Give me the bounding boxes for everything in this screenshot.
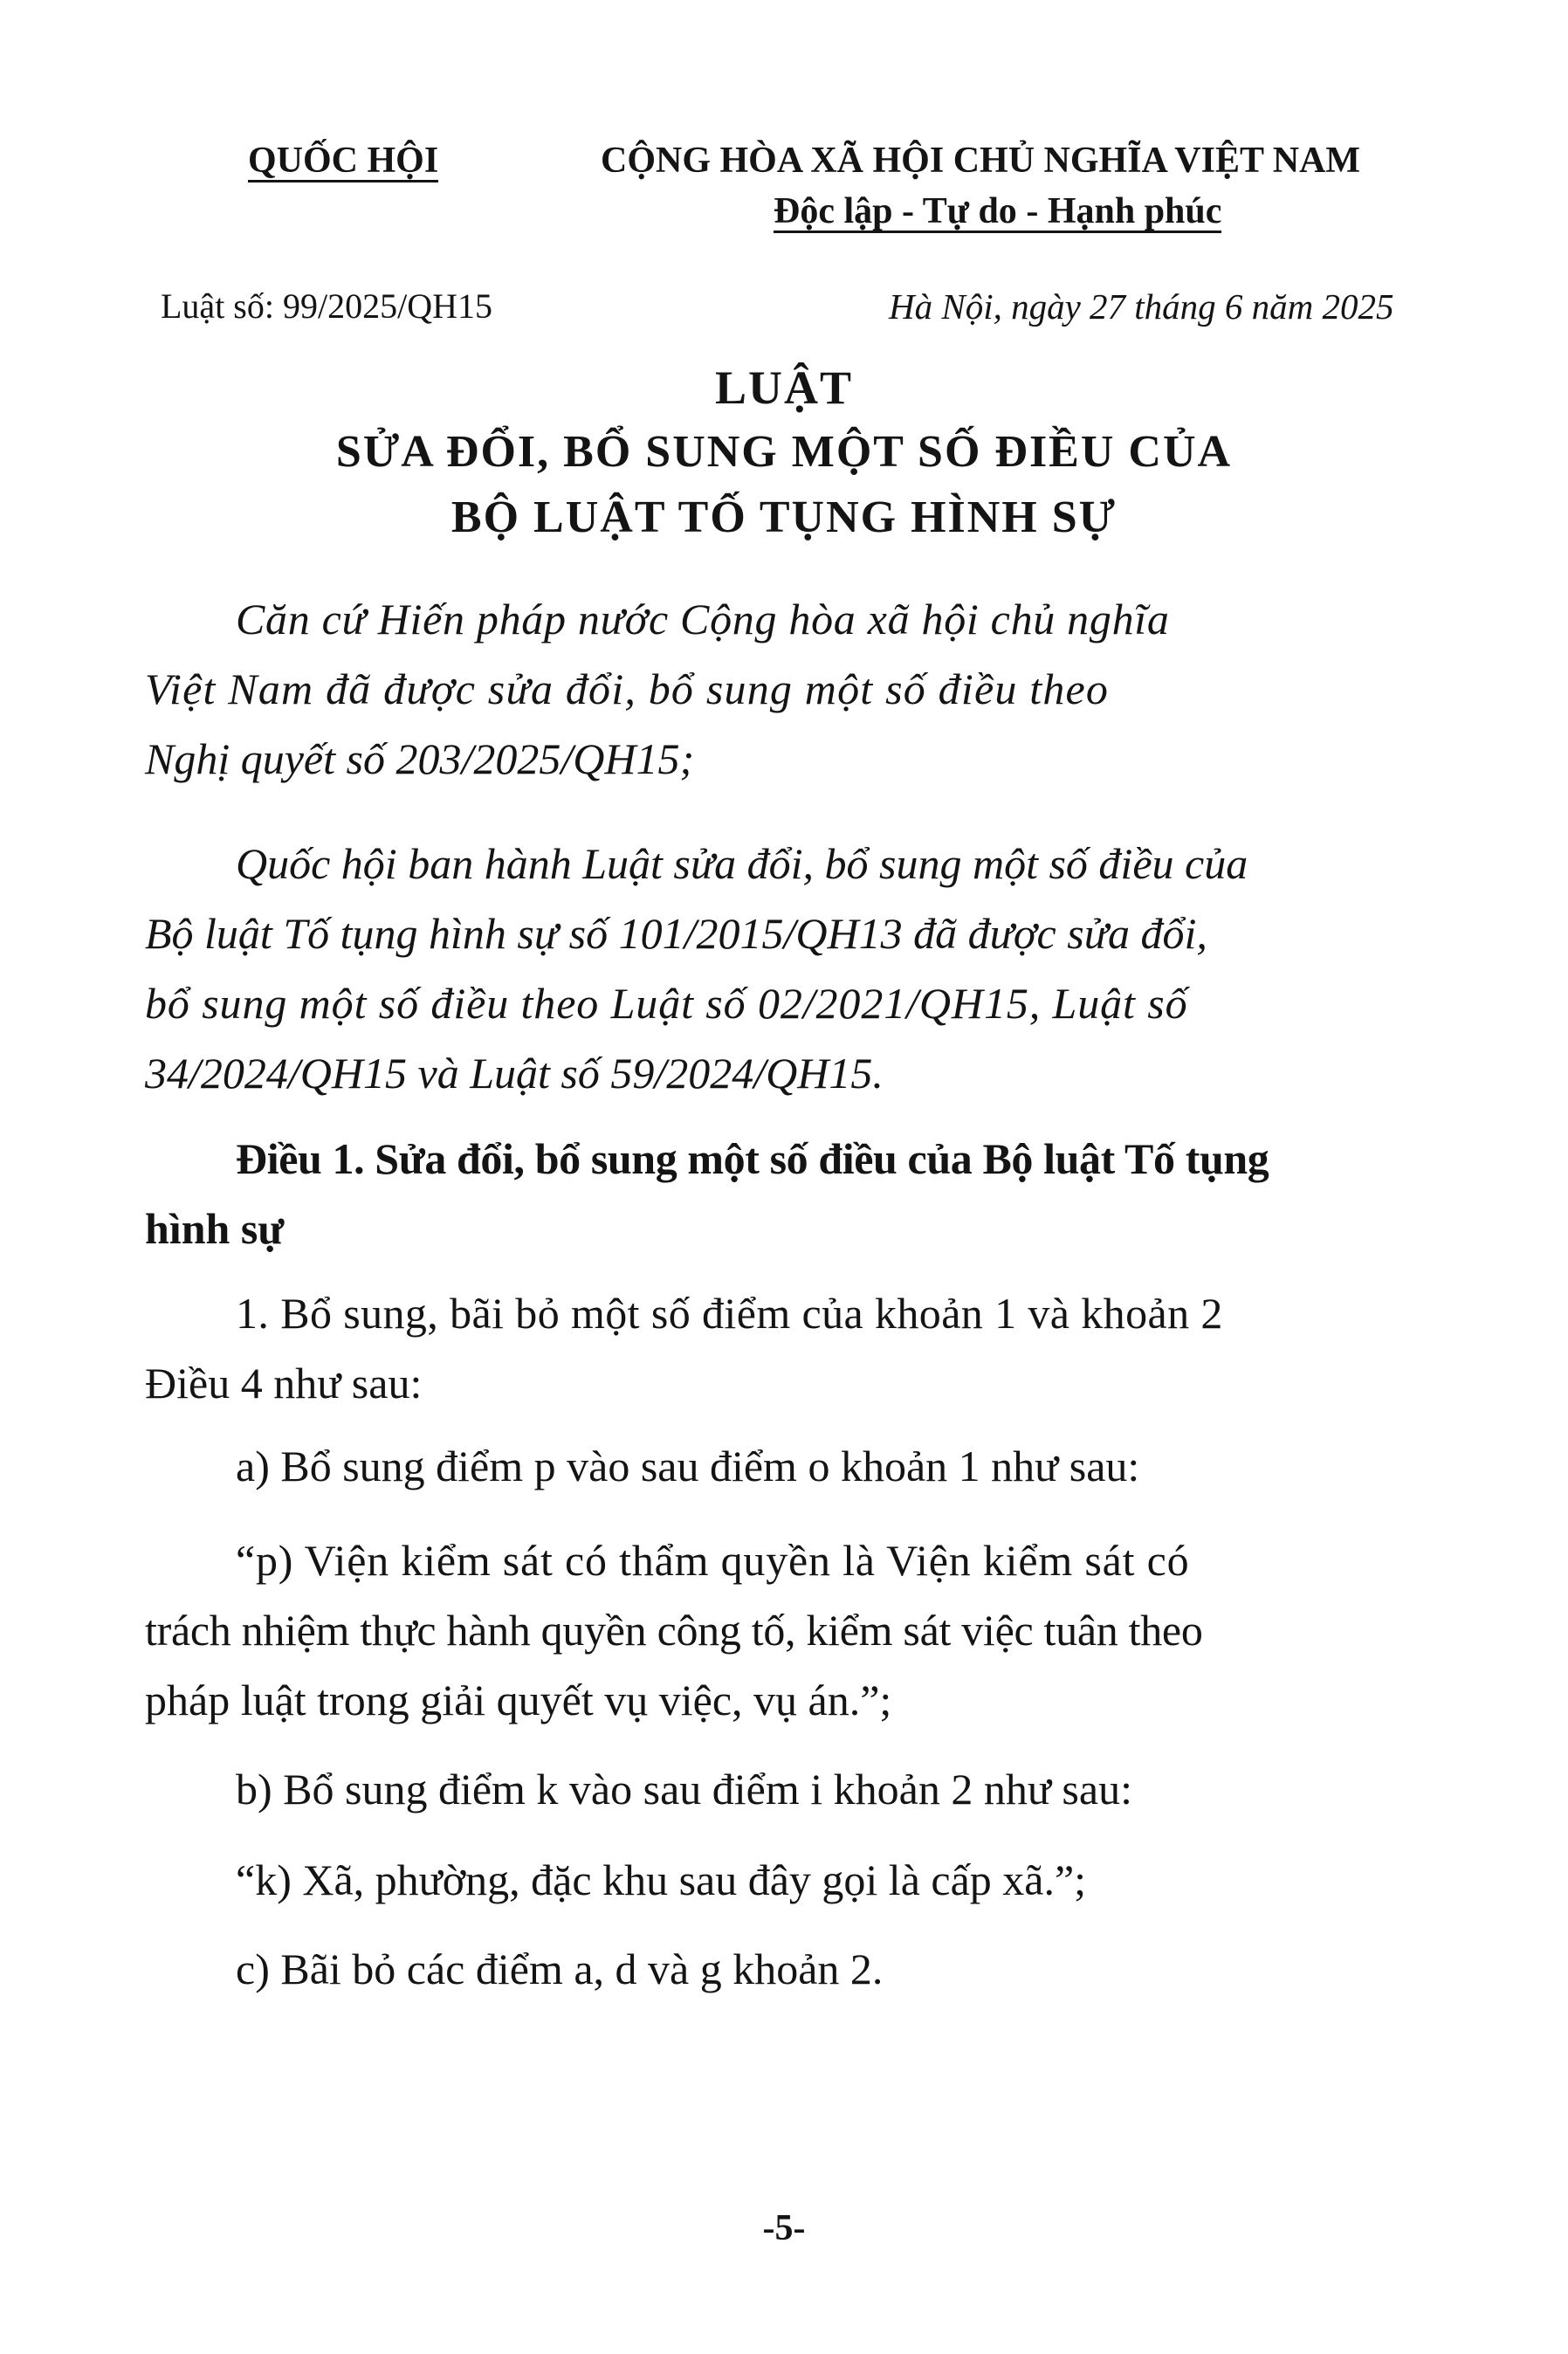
clause-line: 1. Bổ sung, bãi bỏ một số điểm của khoản 1 và khoản 2 — [236, 1289, 1223, 1338]
quoted-provision: “p) Viện kiểm sát có thẩm quyền là Viện kiểm sát có — [236, 1536, 1190, 1585]
quoted-provision: pháp luật trong giải quyết vụ việc, vụ án.”; — [145, 1676, 892, 1724]
place-date: Hà Nội, ngày 27 tháng 6 năm 2025 — [889, 286, 1394, 327]
preamble-line: Căn cứ Hiến pháp nước Cộng hòa xã hội chủ nghĩa — [236, 595, 1170, 644]
preamble-line: 34/2024/QH15 và Luật số 59/2024/QH15. — [145, 1049, 884, 1098]
page-number: -5- — [762, 2208, 806, 2248]
doc-title-line: BỘ LUẬT TỐ TỤNG HÌNH SỰ — [450, 492, 1118, 542]
motto-part-freedom: Tự do — [922, 191, 1017, 231]
quoted-provision: “k) Xã, phường, đặc khu sau đây gọi là cấp xã.”; — [236, 1855, 1087, 1904]
preamble-line: Bộ luật Tố tụng hình sự số 101/2015/QH13 đã được sửa đổi, — [145, 909, 1207, 958]
motto-separator: - — [1016, 191, 1048, 231]
article-heading: hình sự — [145, 1204, 285, 1253]
quoted-provision: trách nhiệm thực hành quyền công tố, kiểm sát việc tuân theo — [145, 1606, 1203, 1655]
issuing-body — [248, 140, 438, 182]
doc-title-type: LUẬT — [714, 361, 854, 414]
preamble-line: Việt Nam đã được sửa đổi, bổ sung một số điều theo — [145, 664, 1110, 713]
motto-text — [774, 192, 1221, 233]
doc-title-line: SỬA ĐỔI, BỔ SUNG MỘT SỐ ĐIỀU CỦA — [335, 427, 1233, 477]
clause-line: Điều 4 như sau: — [145, 1359, 423, 1408]
motto-part-independence: Độc lập — [774, 191, 893, 231]
motto-part-happiness: Hạnh phúc — [1047, 191, 1222, 231]
national-title: CỘNG HÒA XÃ HỘI CHỦ NGHĨA VIỆT NAM — [601, 141, 1361, 181]
preamble-line: Nghị quyết số 203/2025/QH15; — [145, 734, 695, 783]
issuing-body-label: QUỐC HỘI — [248, 141, 438, 182]
preamble-line: bổ sung một số điều theo Luật số 02/2021/QH15, Luật số — [145, 979, 1188, 1028]
preamble-line: Quốc hội ban hành Luật sửa đổi, bổ sung một số điều của — [236, 839, 1248, 888]
point-line: c) Bãi bỏ các điểm a, d và g khoản 2. — [236, 1944, 884, 1993]
point-line: a) Bổ sung điểm p vào sau điểm o khoản 1 như sau: — [236, 1442, 1140, 1490]
article-heading: Điều 1. Sửa đổi, bổ sung một số điều của Bộ luật Tố tụng — [236, 1134, 1269, 1183]
motto-separator: - — [892, 191, 923, 231]
national-motto — [774, 190, 1221, 233]
law-number: Luật số: 99/2025/QH15 — [161, 286, 492, 326]
point-line: b) Bổ sung điểm k vào sau điểm i khoản 2 như sau: — [236, 1765, 1132, 1814]
